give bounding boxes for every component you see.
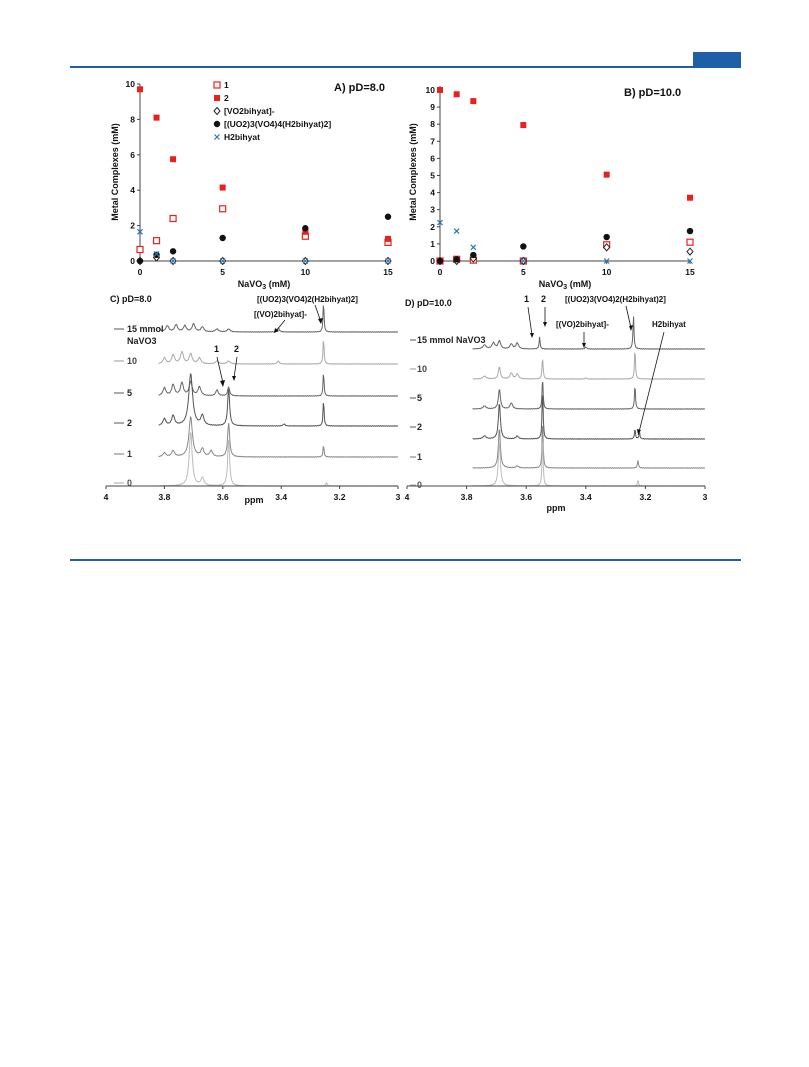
panel-c-spectrum-trace: [159, 433, 398, 487]
panel-d-spectrum-trace: [473, 382, 705, 409]
b-point-series2: [454, 91, 460, 97]
b-point-series4: [437, 258, 443, 264]
b-point-series1: [687, 239, 693, 245]
a-y-tick-label: 8: [130, 114, 135, 125]
panel-d-arrowhead-2: [543, 322, 547, 327]
panel-c-annotation-vo2bihyat: [(VO)2bihyat]-: [254, 310, 307, 319]
panel-b: [408, 85, 695, 291]
a-y-tick-label: 2: [130, 220, 135, 231]
b-point-series5: [471, 245, 476, 250]
a-point-series1: [220, 206, 226, 212]
b-point-series4: [453, 256, 459, 262]
panel-c-x-label: ppm: [244, 495, 264, 505]
panel-a-x-label: NaVO$_3$ (mM): [237, 279, 291, 291]
panel-a: [110, 79, 393, 291]
c-x-tick-label: 3: [395, 492, 401, 502]
panel-d-arrowhead-1: [530, 333, 534, 338]
a-point-series4: [137, 258, 143, 264]
legend-label-2: 2: [224, 93, 229, 103]
legend-marker-3: [214, 108, 220, 115]
b-y-tick-label: 6: [430, 153, 435, 164]
panel-d-annotation-h2bihyat: H2bihyat: [652, 320, 686, 329]
b-point-series2: [470, 98, 476, 104]
panel-c: [104, 294, 401, 505]
a-point-series4: [219, 235, 225, 241]
panel-d-arrow-h2bihyat: [639, 332, 664, 432]
a-point-series4: [385, 214, 391, 220]
panel-d: [405, 294, 708, 513]
panel-d-trace-label-15: 15 mmol NaVO3: [417, 335, 486, 345]
panel-c-spectrum-trace: [159, 374, 398, 426]
panel-d-annotation-vo2bihyat: [(VO)2bihyat]-: [556, 320, 609, 329]
a-x-tick-label: 5: [220, 267, 226, 277]
d-x-tick-label: 3.8: [460, 492, 473, 502]
a-point-series2: [220, 185, 226, 191]
panel-d-annotation-2: 2: [541, 294, 547, 304]
panel-c-arrowhead-2: [232, 376, 236, 381]
legend-marker-4: [214, 121, 220, 127]
panel-d-trace-label-5: 5: [417, 393, 423, 403]
panel-d-trace-label-0: 0: [417, 480, 423, 490]
panel-c-title: C) pD=8.0: [110, 294, 152, 304]
a-point-series2: [170, 156, 176, 162]
a-point-series4: [170, 248, 176, 254]
panel-a-title: A) pD=8.0: [334, 82, 386, 94]
b-y-tick-label: 1: [430, 238, 435, 249]
panel-d-trace-label-2: 2: [417, 422, 423, 432]
panel-c-trace-label-5: 5: [127, 388, 133, 398]
b-point-series4: [520, 243, 526, 249]
panel-b-title: B) pD=10.0: [624, 87, 682, 99]
panel-c-arrowhead-1: [220, 380, 225, 387]
panel-d-spectrum-trace: [473, 395, 705, 439]
c-x-tick-label: 4: [103, 492, 109, 502]
a-point-series1: [154, 238, 160, 244]
legend-label-3: [VO2bihyat]-: [224, 106, 275, 116]
b-point-series2: [437, 87, 443, 93]
legend-label-5: H2bihyat: [224, 132, 260, 142]
panel-c-spectrum-trace: [159, 375, 398, 396]
b-x-tick-label: 5: [520, 267, 526, 277]
a-point-series1: [170, 216, 176, 222]
panel-a-y-label: Metal Complexes (mM): [110, 123, 120, 221]
b-y-tick-label: 9: [430, 102, 435, 113]
b-point-series4: [687, 228, 693, 234]
c-x-tick-label: 3.4: [275, 492, 288, 502]
d-x-tick-label: 3.4: [579, 492, 592, 502]
a-point-series4: [302, 225, 308, 231]
d-x-tick-label: 3.2: [639, 492, 652, 502]
a-point-series1: [137, 246, 143, 252]
panel-d-spectrum-trace: [473, 354, 705, 380]
a-point-series2: [385, 236, 391, 242]
panel-c-trace-label-2: 2: [127, 418, 133, 428]
b-x-tick-label: 10: [601, 267, 612, 277]
panel-d-x-label: ppm: [546, 503, 566, 513]
b-y-tick-label: 2: [430, 221, 435, 232]
b-x-tick-label: 15: [685, 267, 695, 277]
b-y-tick-label: 10: [425, 85, 435, 95]
panel-d-annotation-uranyl-complex: [(UO2)3(VO4)2(H2bihyat)2]: [565, 295, 666, 304]
b-y-tick-label: 8: [430, 119, 435, 130]
a-x-tick-label: 0: [137, 267, 143, 277]
a-point-series2: [137, 86, 143, 92]
footer-rule: [70, 559, 741, 561]
legend-marker-1: [214, 82, 220, 88]
a-point-series4: [153, 252, 159, 258]
panel-d-spectrum-trace: [473, 426, 705, 468]
c-x-tick-label: 3.8: [158, 492, 171, 502]
panel-c-trace-label-1: 1: [127, 449, 133, 459]
b-y-tick-label: 0: [430, 256, 435, 266]
b-y-tick-label: 4: [430, 187, 435, 198]
panel-c-arrow-vo2bihyat: [276, 320, 285, 331]
b-point-series4: [470, 252, 476, 258]
panel-b-y-label: Metal Complexes (mM): [408, 123, 418, 221]
legend-label-4: [(UO2)3(VO4)4(H2bihyat)2]: [224, 119, 332, 129]
b-point-series2: [687, 195, 693, 201]
d-x-tick-label: 3.6: [520, 492, 533, 502]
d-x-tick-label: 4: [404, 492, 410, 502]
legend-marker-2: [214, 95, 220, 101]
panel-b-x-label: NaVO$_3$ (mM): [538, 279, 592, 291]
panel-c-annotation-uranyl-complex: [(UO2)3(VO4)2(H2bihyat)2]: [257, 295, 358, 304]
a-y-tick-label: 4: [130, 185, 135, 196]
panel-c-annotation-1: 1: [214, 344, 220, 354]
panel-d-annotation-1: 1: [524, 294, 530, 304]
a-x-tick-label: 15: [383, 267, 393, 277]
c-x-tick-label: 3.2: [333, 492, 346, 502]
panel-c-trace-label-15-unit: NaVO3: [127, 336, 157, 346]
c-x-tick-label: 3.6: [216, 492, 229, 502]
a-point-series2: [154, 115, 160, 121]
panel-c-trace-label-15: 15 mmol: [127, 324, 164, 334]
panel-a-legend: [214, 80, 332, 142]
panel-d-arrow-uranyl-complex: [626, 306, 631, 328]
b-point-series2: [604, 172, 610, 178]
b-point-series4: [603, 234, 609, 240]
panel-d-arrowhead-uranyl-complex: [629, 325, 633, 331]
panel-c-spectrum-trace: [159, 417, 398, 457]
b-point-series5: [454, 229, 459, 234]
b-y-tick-label: 3: [430, 204, 435, 215]
panel-c-trace-label-10: 10: [127, 356, 138, 366]
b-y-tick-label: 7: [430, 136, 435, 147]
panel-c-arrow-1: [217, 357, 223, 383]
d-x-tick-label: 3: [702, 492, 708, 502]
legend-label-1: 1: [224, 80, 229, 90]
panel-d-spectrum-trace: [473, 442, 705, 486]
panel-c-arrow-2: [234, 357, 237, 378]
legend-marker-5: [215, 135, 220, 140]
b-point-series3: [687, 248, 693, 255]
a-y-tick-label: 0: [130, 256, 135, 266]
panel-c-annotation-2: 2: [234, 344, 240, 354]
a-y-tick-label: 10: [125, 79, 135, 89]
panel-c-spectrum-trace: [159, 341, 398, 364]
panel-c-trace-label-0: 0: [127, 478, 133, 488]
a-y-tick-label: 6: [130, 149, 135, 160]
panel-d-title: D) pD=10.0: [405, 298, 452, 308]
a-x-tick-label: 10: [300, 267, 311, 277]
b-y-tick-label: 5: [430, 170, 435, 181]
b-point-series2: [520, 122, 526, 128]
panel-d-trace-label-10: 10: [417, 364, 428, 374]
panel-d-arrow-1: [528, 307, 532, 335]
panel-d-trace-label-1: 1: [417, 452, 423, 462]
b-x-tick-label: 0: [437, 267, 443, 277]
